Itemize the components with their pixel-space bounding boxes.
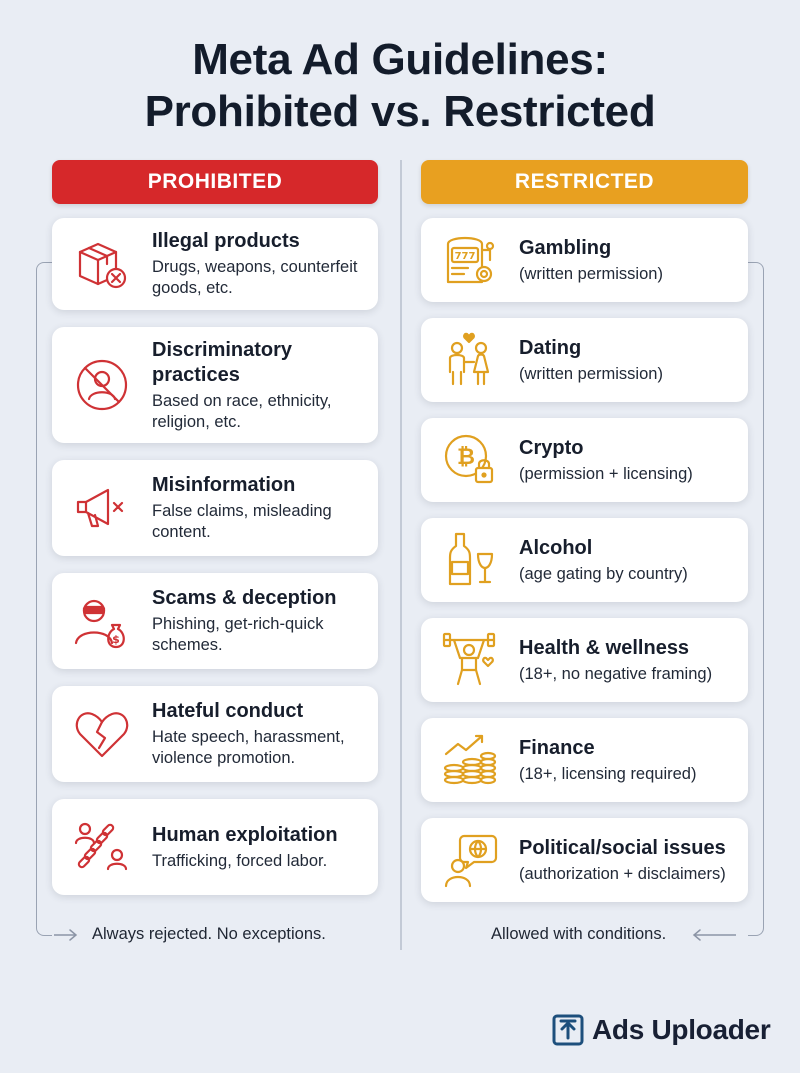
upload-box-icon — [552, 1014, 584, 1046]
card-title: Political/social issues — [519, 836, 726, 859]
card-title: Discriminatory practices — [152, 338, 293, 386]
restricted-card-health-wellness — [421, 618, 748, 702]
card-desc: (age gating by country) — [519, 564, 688, 583]
card-desc: Phishing, get-rich-quick schemes. — [152, 615, 324, 654]
bitcoin-lock-icon — [421, 430, 519, 490]
brand-name: Ads Uploader — [592, 1014, 771, 1045]
card-title: Crypto — [519, 436, 584, 459]
arrow-left-icon — [692, 927, 736, 948]
chain-people-icon — [52, 817, 152, 877]
card-title: Scams & deception — [152, 587, 337, 609]
megaphone-x-icon — [52, 478, 152, 538]
card-title: Hateful conduct — [152, 700, 304, 722]
card-desc: Based on race, ethnicity, religion, etc. — [152, 391, 332, 431]
prohibited-card-scams — [52, 573, 378, 669]
card-title: Gambling — [519, 236, 612, 259]
restricted-card-finance — [421, 718, 748, 802]
card-desc: False claims, misleading content. — [152, 502, 332, 541]
card-desc: (permission + licensing) — [519, 464, 693, 483]
card-title: Dating — [519, 336, 582, 359]
restricted-bracket — [748, 262, 764, 936]
prohibited-card-misinformation — [52, 460, 378, 556]
restricted-card-gambling — [421, 218, 748, 302]
coins-chart-icon — [421, 730, 519, 790]
card-desc: (written permission) — [519, 264, 663, 283]
svg-text:777: 777 — [454, 251, 476, 262]
page-title — [0, 34, 800, 138]
card-title: Health & wellness — [519, 636, 690, 659]
box-x-icon — [52, 234, 152, 294]
prohibited-header: PROHIBITED — [52, 160, 378, 204]
card-desc: Trafficking, forced labor. — [152, 851, 328, 870]
card-title: Finance — [519, 736, 595, 759]
prohibited-footnote: Always rejected. No exceptions. — [92, 925, 326, 943]
couple-heart-icon — [421, 330, 519, 390]
broken-heart-icon — [52, 704, 152, 764]
restricted-footnote: Allowed with conditions. — [491, 925, 667, 943]
brand-logo — [552, 1014, 770, 1046]
prohibited-card-discriminatory — [52, 327, 378, 443]
card-desc: (18+, licensing required) — [519, 764, 697, 783]
card-title: Human exploitation — [152, 823, 338, 846]
svg-text:₿: ₿ — [457, 445, 475, 470]
restricted-card-alcohol — [421, 518, 748, 602]
wine-bottle-icon — [421, 530, 519, 590]
restricted-header: RESTRICTED — [421, 160, 748, 204]
prohibited-bracket — [36, 262, 52, 936]
thief-money-bag-icon — [52, 591, 152, 651]
no-person-icon — [52, 355, 152, 415]
title-line-1: Meta Ad Guidelines: — [192, 35, 608, 84]
title-line-2: Prohibited vs. Restricted — [144, 87, 656, 136]
weightlifter-icon — [421, 630, 519, 690]
prohibited-card-illegal-products — [52, 218, 378, 310]
card-title: Misinformation — [152, 474, 296, 496]
restricted-card-political-social — [421, 818, 748, 902]
card-desc: Hate speech, harassment, violence promotion. — [152, 728, 345, 767]
card-desc: Drugs, weapons, counterfeit goods, etc. — [152, 258, 358, 297]
restricted-card-crypto — [421, 418, 748, 502]
svg-text:$: $ — [112, 633, 120, 646]
prohibited-card-human-exploitation — [52, 799, 378, 895]
card-title: Alcohol — [519, 536, 593, 559]
card-title: Illegal products — [152, 230, 300, 252]
slot-machine-icon — [421, 230, 519, 290]
prohibited-card-hateful-conduct — [52, 686, 378, 782]
speaker-globe-icon — [421, 830, 519, 890]
card-desc: (authorization + disclaimers) — [519, 864, 726, 883]
card-desc: (18+, no negative framing) — [519, 664, 713, 683]
arrow-right-icon — [54, 927, 80, 948]
column-divider — [400, 160, 402, 950]
card-desc: (written permission) — [519, 364, 663, 383]
restricted-card-dating — [421, 318, 748, 402]
